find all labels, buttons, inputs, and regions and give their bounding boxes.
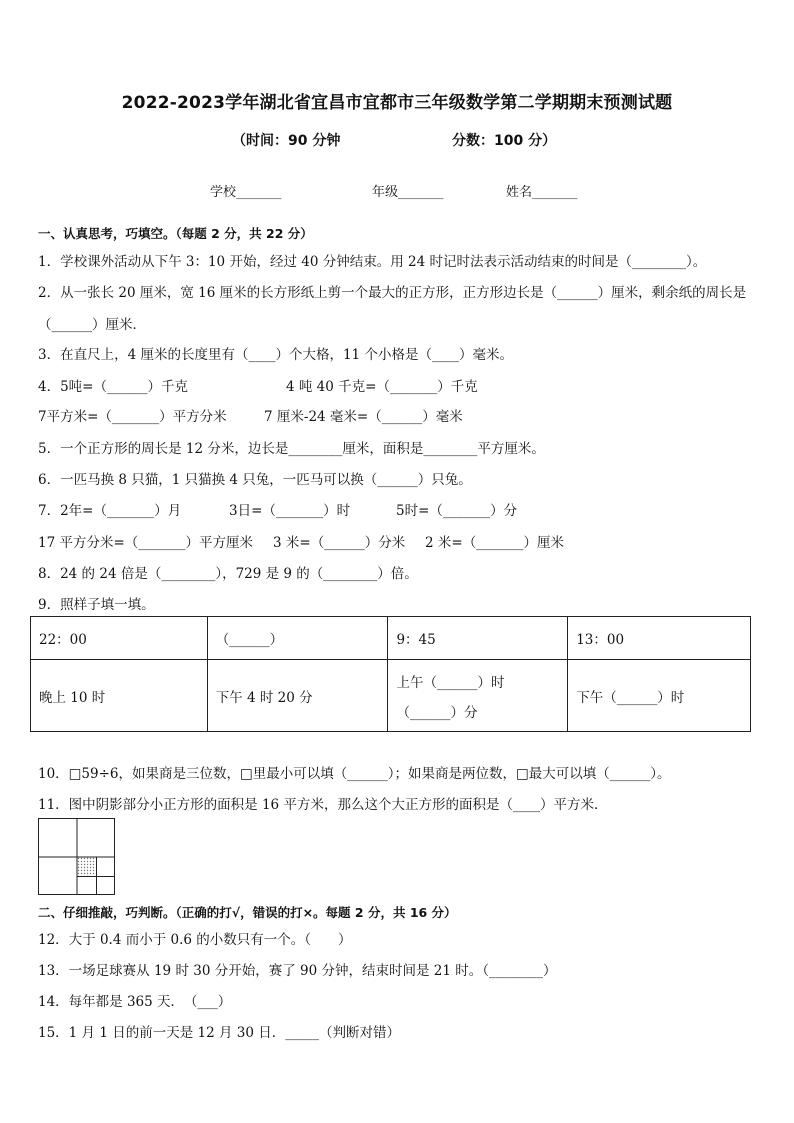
shaded-small-square bbox=[77, 857, 97, 877]
table-cell: 22：00 bbox=[31, 617, 208, 660]
table-cell: 下午（______）时 bbox=[568, 660, 751, 732]
question-7d: 17 平方分米=（_______）平方厘米 bbox=[38, 535, 254, 551]
section-2-heading: 二、仔细推敲，巧判断。（正确的打√，错误的打×。每题 2 分，共 16 分） bbox=[38, 905, 457, 920]
section-1-heading: 一、认真思考，巧填空。（每题 2 分，共 22 分） bbox=[38, 226, 313, 241]
time-conversion-table bbox=[30, 616, 751, 732]
question-13: 13．一场足球赛从 19 时 30 分开始，赛了 90 分钟，结束时间是 21 时。（________） bbox=[38, 963, 557, 979]
question-7f: 2 米=（_______）厘米 bbox=[425, 535, 564, 551]
question-4a: 4．5吨=（______）千克 bbox=[38, 379, 188, 395]
grade-field: 年级_______ bbox=[372, 185, 444, 200]
question-8: 8．24 的 24 倍是（________），729 是 9 的（________）倍。 bbox=[38, 566, 418, 582]
question-5: 5．一个正方形的周长是 12 分米，边长是________厘米，面积是________平方厘米。 bbox=[38, 441, 545, 457]
question-2-line-1: 2．从一张长 20 厘米，宽 16 厘米的长方形纸上剪一个最大的正方形，正方形边长是（______）厘米，剩余纸的周长是 bbox=[38, 285, 747, 301]
question-7a: 7．2年=（_______）月 bbox=[38, 503, 182, 519]
exam-time: （时间：90 分钟 bbox=[232, 133, 341, 149]
question-4c: 7平方米=（_______）平方分米 bbox=[38, 409, 227, 425]
question-1: 1．学校课外活动从下午 3：10 开始，经过 40 分钟结束。用 24 时记时法表示活动结束的时间是（________）。 bbox=[38, 254, 707, 270]
question-4d: 7 厘米-24 毫米=（______）毫米 bbox=[264, 409, 463, 425]
question-12: 12．大于 0.4 而小于 0.6 的小数只有一个。（ ） bbox=[38, 932, 352, 948]
table-cell: 13：00 bbox=[568, 617, 751, 660]
table-cell: 下午 4 时 20 分 bbox=[207, 660, 388, 732]
question-15: 15．1 月 1 日的前一天是 12 月 30 日．_____（判断对错） bbox=[38, 1025, 401, 1041]
question-6: 6．一匹马换 8 只猫，1 只猫换 4 只兔，一匹马可以换（______）只兔。 bbox=[38, 472, 472, 488]
question-2-line-2: （______）厘米． bbox=[38, 317, 146, 333]
table-cell: 9：45 bbox=[388, 617, 568, 660]
table-cell-line: （______）分 bbox=[396, 704, 478, 721]
question-7e: 3 米=（______）分米 bbox=[273, 535, 406, 551]
table-row bbox=[31, 617, 751, 660]
question-11: 11．图中阴影部分小正方形的面积是 16 平方米，那么这个大正方形的面积是（____）平方米． bbox=[38, 797, 608, 813]
question-14: 14．每年都是 365 天． （___） bbox=[38, 994, 232, 1010]
question-3: 3．在直尺上，4 厘米的长度里有（____）个大格，11 个小格是（____）毫米。 bbox=[38, 347, 513, 363]
question-7c: 5时=（_______）分 bbox=[396, 503, 518, 519]
page-title: 2022-2023学年湖北省宜昌市宜都市三年级数学第二学期期末预测试题 bbox=[121, 93, 673, 113]
table-cell: 晚上 10 时 bbox=[31, 660, 208, 732]
question-9: 9．照样子填一填。 bbox=[38, 597, 155, 613]
exam-score: 分数：100 分） bbox=[452, 133, 557, 149]
table-cell-line: 上午（______）时 bbox=[396, 674, 505, 691]
name-field: 姓名_______ bbox=[506, 185, 578, 200]
school-field: 学校_______ bbox=[210, 185, 282, 200]
table-cell bbox=[388, 660, 568, 732]
table-cell: （______） bbox=[207, 617, 388, 660]
question-4b: 4 吨 40 千克=（_______）千克 bbox=[286, 379, 478, 395]
question-7b: 3日=（_______）时 bbox=[229, 503, 351, 519]
table-row bbox=[31, 660, 751, 732]
question-10: 10．□59÷6，如果商是三位数，□里最小可以填（______）；如果商是两位数，□最大可以填（______）。 bbox=[38, 766, 671, 782]
square-figure bbox=[38, 818, 116, 896]
